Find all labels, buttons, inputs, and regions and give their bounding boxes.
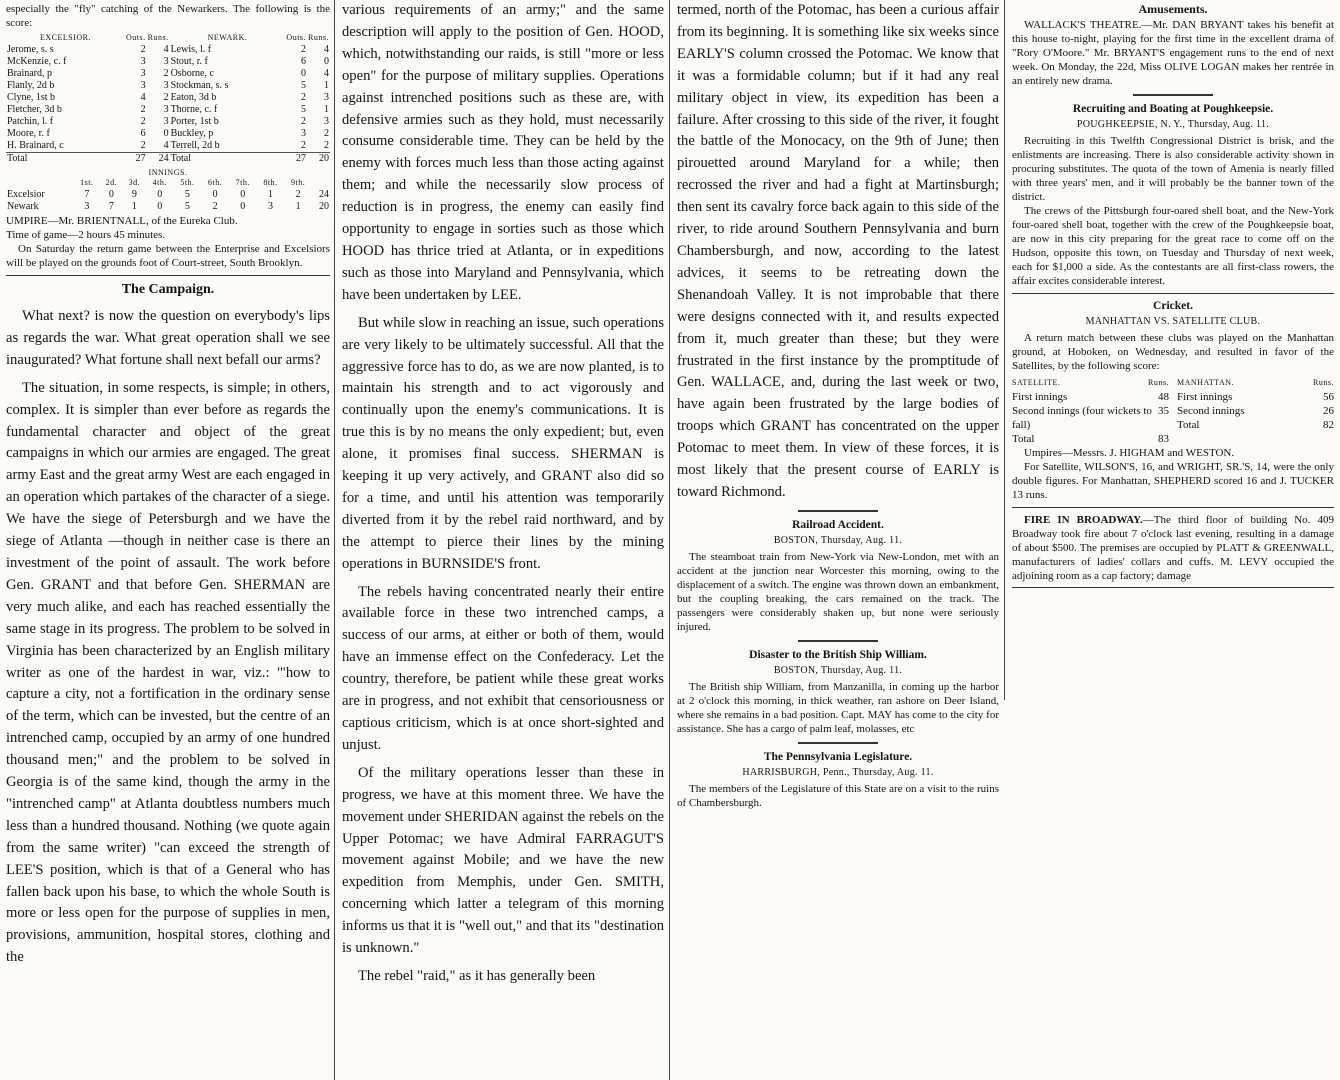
manhattan-score <box>1177 376 1334 446</box>
recruiting-title: Recruiting and Boating at Poughkeepsie. <box>1072 103 1274 115</box>
runs-value: 26 <box>1323 405 1334 417</box>
railroad-article <box>677 518 999 634</box>
inning-header: 9th. <box>291 178 306 187</box>
cricket-row <box>1012 404 1169 432</box>
inning-score: 7 <box>108 201 114 212</box>
cricket-umpires: Umpires—Messrs. J. HIGHAM and WESTON. <box>1024 447 1235 459</box>
amusements-article <box>1012 2 1334 88</box>
inning-header: 1st. <box>80 178 94 187</box>
amusements-title: Amusements. <box>1138 2 1208 16</box>
score-cell: 2 <box>301 140 307 151</box>
inning-header: 2d. <box>105 178 118 187</box>
excelsior-header: EXCELSIOR. <box>40 33 91 42</box>
paragraph: Recruiting in this Twelfth Congressional District is brisk, and the enlistments are increasing. There is also considerable activity shown in procuring substitutes. The quota of the town of Amenia is nearly filled with three years' men, and it will probably be the banner town of the district. <box>1012 135 1334 203</box>
penn-title: The Pennsylvania Legislature. <box>763 750 913 763</box>
score-cell: Porter, 1st b <box>170 116 219 127</box>
innings-label: First innings <box>1177 391 1233 403</box>
score-cell: 2 <box>324 140 329 151</box>
amusements-text: WALLACK'S THEATRE.—Mr. DAN BRYANT takes his benefit at this house to-night, playing for the first time in the excellent drama of "Rory O'Moore." Mr. BRYANT'S engagement runs to the end of next week. On Monday, the 22d, Miss OLIVE LOGAN makes her rentrée in an entirely new drama. <box>1012 19 1334 87</box>
column-1 <box>6 0 330 969</box>
inning-score: 0 <box>157 201 163 212</box>
inning-score: 0 <box>157 189 163 200</box>
score-cell: 3 <box>163 104 169 115</box>
inning-header: 3d. <box>128 178 141 187</box>
score-row <box>6 44 330 56</box>
innings-total: 24 <box>319 189 329 200</box>
inning-score: 9 <box>131 189 137 200</box>
score-cell: 3 <box>324 116 329 127</box>
campaign-title: The Campaign. <box>121 282 215 297</box>
score-cell: Osborne, c <box>170 68 214 79</box>
inning-header: 8th. <box>263 178 278 187</box>
score-cell: 6 <box>301 56 307 67</box>
cricket-row <box>1012 432 1169 446</box>
william-text: The British ship William, from Manzanilla, in coming up the harbor at 2 o'clock this morning, in thick weather, ran ashore on Deer Island, where she remains in a bad position. Capt. MAY has come to the city for assistance. She has a cargo of palm leaf, molasses, etc <box>677 680 999 735</box>
score-cell: Flanly, 2d b <box>7 80 55 91</box>
column-rule <box>1004 0 1005 700</box>
innings-row <box>6 189 330 201</box>
inning-score: 5 <box>184 189 190 200</box>
score-cell: Terrell, 2d b <box>170 140 220 151</box>
score-cell: Jerome, s. s <box>7 44 54 55</box>
score-cell: 2 <box>301 116 307 127</box>
penn-text: The members of the Legislature of this State are on a visit to the ruins of Chambersburgh. <box>677 782 999 809</box>
score-cell: 2 <box>140 104 146 115</box>
innings-label: Second innings <box>1177 405 1245 417</box>
score-cell: 4 <box>324 68 329 79</box>
runs-value: 56 <box>1323 391 1334 403</box>
score-cell: Total <box>170 153 191 164</box>
score-cell: 27 <box>135 153 146 164</box>
score-cell: 3 <box>324 92 329 103</box>
score-cell: 2 <box>163 68 169 79</box>
score-cell: 2 <box>301 44 307 55</box>
recruiting-article <box>1012 102 1334 288</box>
score-cell: Buckley, p <box>170 128 214 139</box>
paragraph: Of the military operations lesser than these in progress, we have at this moment three. We have the movement under SHERIDAN against the rebels on the Upper Potomac; we have Admiral FARRAGUT'S movement against Mobile; and we have the new expedition from Memphis, under Gen. SMITH, concerning which latter a telegram of this morning informs us that it is "well out," and that its "destination is unknown." <box>342 764 664 957</box>
column-2 <box>342 0 664 988</box>
penn-article <box>677 750 999 810</box>
innings-label: Second innings (four wickets to fall) <box>1012 405 1152 431</box>
score-cell: 3 <box>140 80 146 91</box>
cricket-subtitle: MANHATTAN VS. SATELLITE CLUB. <box>1085 316 1261 327</box>
satellite-score <box>1012 376 1169 446</box>
runs-header: Runs. <box>308 33 329 42</box>
score-cell: 2 <box>301 92 307 103</box>
score-cell: Moore, r. f <box>7 128 50 139</box>
runs-label: Runs. <box>1313 378 1334 387</box>
inning-score: 0 <box>212 189 218 200</box>
paragraph: But while slow in reaching an issue, such operations are very likely to be ultimately successful. All that the aggressive force has to do, as we are now planted, is to maintain his strength and to act vigorously and continually upon the enemy's communications. It is true this is by no means the only expedient; but, even alone, it promises final success. SHERMAN is keeping it up very actively, and GRANT also did so for a time, and until his attention was temporarily diverted from it by the rebel raid northward, and by the attempt to pierce their lines by the mining operations in BURNSIDE'S front. <box>342 314 664 572</box>
score-cell: 1 <box>324 80 329 91</box>
innings-table <box>6 177 330 213</box>
satellite-header <box>1012 376 1169 390</box>
score-cell: 2 <box>140 44 146 55</box>
paragraph: various requirements of an army;" and the same description will apply to the position of Gen. HOOD, which, notwithstanding our raids, is still "more or less open" for the purpose of military supplies. Operations against intrenched positions such as these are, with defensive armies such as they hold, must necessarily consume considerable time. They can be held by the enemy with forces much less than those acting against them; and while the necessarily slow process of reduction is in progress, the enemy can easily find opportunity to engage in sorties such as those which HOOD has thrice tried at Atlanta, or in expeditions such as those into Maryland and Pennsylvania, which have been undertaken by LEE. <box>342 2 664 303</box>
score-cell: 20 <box>319 153 329 164</box>
baseball-intro <box>6 2 330 30</box>
inning-score: 1 <box>267 189 273 200</box>
innings-label: Total <box>1012 433 1035 445</box>
divider <box>798 510 878 512</box>
railroad-text: The steamboat train from New-York via New-London, met with an accident at the junction near Worcester this morning, owing to the displacement of a switch. The engine was thrown down an embankment, but the coupling breaking, the cars remained on the track. The passengers were considerably shaken up, but none were seriously injured. <box>677 550 999 633</box>
inning-score: 5 <box>184 201 190 212</box>
score-row <box>6 68 330 80</box>
manhattan-header <box>1177 376 1334 390</box>
score-cell: Total <box>7 153 28 164</box>
score-cell: 3 <box>163 80 169 91</box>
score-cell: 4 <box>163 44 169 55</box>
umpire-line <box>6 214 330 270</box>
score-cell: 3 <box>163 56 169 67</box>
inning-score: 2 <box>295 189 301 200</box>
team-label: MANHATTAN. <box>1177 378 1235 387</box>
cricket-row <box>1177 404 1334 418</box>
innings-total: 20 <box>319 201 329 212</box>
inning-header: 4th. <box>152 178 167 187</box>
score-row <box>6 104 330 116</box>
time-text: Time of game—2 hours 45 minutes. <box>6 229 166 241</box>
score-cell: Stockman, s. s <box>170 80 229 91</box>
runs-header: Runs. <box>147 33 169 42</box>
score-cell: 0 <box>301 68 307 79</box>
team-name: Excelsior <box>7 189 45 200</box>
cricket-score <box>1012 376 1334 446</box>
score-cell: 2 <box>140 140 146 151</box>
divider <box>798 640 878 642</box>
penn-dateline: HARRISBURGH, Penn., Thursday, Aug. 11. <box>742 766 934 778</box>
divider <box>1012 587 1334 588</box>
paragraph: The crews of the Pittsburgh four-oared shell boat, and the New-York four-oared shell boat, together with the crew of the Poughkeepsie boat, are now in this city preparing for the great race to come off on the Hudson, opposite this town, on Tuesday and Thursday of next week, each for $1,000 a side. As the contestants are all first-class rowers, the affair excites considerable interest. <box>1012 205 1334 287</box>
innings-row <box>6 201 330 213</box>
score-cell: 24 <box>158 153 169 164</box>
runs-value: 82 <box>1323 419 1334 431</box>
score-row <box>6 140 330 153</box>
column-4 <box>1012 0 1334 588</box>
score-cell: Brainard, p <box>7 68 52 79</box>
outs-header: Outs. <box>126 33 146 42</box>
column-3 <box>677 0 999 810</box>
campaign-article-end <box>677 0 999 504</box>
inning-score: 0 <box>240 201 246 212</box>
divider <box>1012 507 1334 508</box>
score-row <box>6 128 330 140</box>
score-row <box>6 92 330 104</box>
runs-label: Runs. <box>1148 378 1169 387</box>
score-cell: 3 <box>163 116 169 127</box>
inning-header: 5th. <box>180 178 195 187</box>
score-cell: Fletcher, 3d b <box>7 104 62 115</box>
divider <box>1133 94 1213 96</box>
score-cell: 4 <box>324 44 329 55</box>
newark-header: NEWARK. <box>207 33 248 42</box>
inning-header: 6th. <box>207 178 223 187</box>
score-cell: Clyne, 1st b <box>7 92 56 103</box>
cricket-row <box>1177 390 1334 404</box>
railroad-title: Railroad Accident. <box>792 518 884 531</box>
william-dateline: BOSTON, Thursday, Aug. 11. <box>773 664 903 676</box>
score-cell: 3 <box>140 56 146 67</box>
score-cell: McKenzie, c. f <box>7 56 67 67</box>
intro-text: especially the "fly" catching of the Newarkers. The following is the score: <box>6 3 330 29</box>
score-cell: 2 <box>140 116 146 127</box>
divider <box>6 275 330 276</box>
score-cell: 3 <box>140 68 146 79</box>
divider <box>1012 293 1334 294</box>
fire-article <box>1012 513 1334 583</box>
inning-score: 3 <box>84 201 90 212</box>
fire-lead: FIRE IN BROADWAY. <box>1024 514 1143 526</box>
inning-score: 3 <box>267 201 273 212</box>
inning-score: 1 <box>295 201 301 212</box>
score-cell: 2 <box>163 92 169 103</box>
score-cell: 5 <box>301 80 307 91</box>
score-row <box>6 116 330 128</box>
inning-score: 7 <box>84 189 90 200</box>
innings-label: INNINGS. <box>148 168 188 177</box>
score-cell: 3 <box>301 128 307 139</box>
innings-label: First innings <box>1012 391 1068 403</box>
cricket-notes: For Satellite, WILSON'S, 16, and WRIGHT, SR.'S, 14, were the only double figures. For Manhattan, SHEPHERD scored 16 and J. TUCKER 13 runs. <box>1012 461 1334 501</box>
score-cell: 6 <box>140 128 146 139</box>
column-rule <box>669 0 670 1080</box>
score-cell: 0 <box>163 128 169 139</box>
paragraph: termed, north of the Potomac, has been a curious affair from its beginning. It is something like six weeks since EARLY'S column crossed the Potomac. We know that it was a formidable column; but if it had any real military object in view, its expedition has been a failure. After crossing to this side of the river, it fought the battle of the Monocacy, on the 9th of June; then pirouetted around Maryland for a while; then recrossed the river and had a fight at Martinsburgh; then sent its cavalry force back again to this side of the river, to ride around Southern Pennsylvania and burn Chambersburgh, and now, according to the latest advices, it seems to be retreating down the Shenandoah Valley. It is not improbable that there were designs connected with it, and results expected from it, much greater than these; but they were frustrated in the first instance by the promptitude of Gen. WALLACE, and, during the last week or two, have again been frustrated by the large bodies of troops which GRANT has concentrated on the upper Potomac to meet them. In view of these forces, it is most likely that the present course of EARLY is toward Richmond. <box>677 2 999 500</box>
score-cell: 4 <box>163 140 169 151</box>
paragraph: The situation, in some respects, is simple; in others, complex. It is simpler than ever before as regards the fundamental character and object of the great campaigns in which our armies are engaged. The great army East and the great army West are each engaged in an operation which partakes of the character of a siege. We have the siege of Petersburgh and we have the siege of Atlanta —though in neither case is there an investment of the point of assault. The work before Gen. GRANT and that before Gen. SHERMAN are very much alike, and each has reached essentially the same stage in its progress. The problem to be solved in Virginia has been characterized by an English military writer as one of the hardest in war, viz.: '"how to capture a city, not a fortification in the ordinary sense of the term, which can be invested, but the centre of an intrenched camp, occupied by an army of one hundred thousand men;" and the problem to be solved in Georgia is of the same kind, though the army in the "intrenched camp" at Atlanta doubtless numbers much less than a hundred thousand. Nothing (we quote again from the same writer) "can exceed the strength of LEE'S position, which is that of a General who has fallen back upon his base, to which the whole South is more or less open for the purpose of supplies in men, provisions, ammunition, hospital stores, clothing and the <box>6 379 330 966</box>
column-rule <box>334 0 335 1080</box>
score-cell: Eaton, 3d b <box>170 92 217 103</box>
runs-value: 83 <box>1158 433 1169 445</box>
score-cell: 1 <box>324 104 329 115</box>
score-row <box>6 80 330 92</box>
cricket-intro: A return match between these clubs was played on the Manhattan ground, at Hoboken, on Wednesday, and resulted in favor of the Satellites, by the following score: <box>1012 332 1334 372</box>
fire-text: —The third floor of building No. 409 Broadway took fire about 7 o'clock last evening, resulting in a damage of about $500. The premises are occupied by PLATT & GREENWALL, manufacturers of ladies' collars and cuffs. M. LEVY occupied the adjoining room as a cap factory; damage <box>1012 514 1334 582</box>
cricket-article <box>1012 299 1334 502</box>
team-label: SATELLITE. <box>1012 378 1061 387</box>
score-cell: Patchin, l. f <box>7 116 54 127</box>
score-cell: 27 <box>296 153 307 164</box>
paragraph: What next? is now the question on everybody's lips as regards the war. What great operation shall we see inaugurated? What fortune shall next befall our arms? <box>6 308 330 368</box>
inning-score: 1 <box>131 201 137 212</box>
score-row <box>6 56 330 68</box>
inning-score: 0 <box>240 189 246 200</box>
railroad-dateline: BOSTON, Thursday, Aug. 11. <box>773 534 903 546</box>
runs-value: 48 <box>1158 391 1169 403</box>
inning-score: 0 <box>108 189 114 200</box>
team-name: Newark <box>7 201 39 212</box>
score-cell: H. Brainard, c <box>7 140 64 151</box>
saturday-text: On Saturday the return game between the Enterprise and Excelsiors will be played on the grounds foot of Court-street, South Brooklyn. <box>6 243 330 269</box>
umpire-text: UMPIRE—Mr. BRIENTNALL, of the Eureka Club. <box>6 215 238 227</box>
inning-score: 2 <box>212 201 218 212</box>
william-article <box>677 648 999 736</box>
outs-header: Outs. <box>286 33 307 42</box>
innings-label: Total <box>1177 419 1200 431</box>
innings-header-row <box>6 177 330 189</box>
score-cell: Thorne, c. f <box>170 104 218 115</box>
paragraph: The rebel "raid," as it has generally been <box>358 967 596 984</box>
score-cell: 0 <box>324 56 329 67</box>
score-total-row <box>6 153 330 166</box>
cricket-title: Cricket. <box>1153 300 1193 312</box>
score-cell: 2 <box>324 128 329 139</box>
campaign-article <box>6 306 330 969</box>
inning-header: 7th. <box>235 178 250 187</box>
score-cell: Stout, r. f <box>170 56 208 67</box>
divider <box>798 742 878 744</box>
cricket-row <box>1177 418 1334 432</box>
campaign-article-cont <box>342 0 664 988</box>
cricket-row <box>1012 390 1169 404</box>
baseball-score-table <box>6 32 330 165</box>
score-cell: Lewis, l. f <box>170 44 212 55</box>
paragraph: The rebels having concentrated nearly their entire available force in these two intrenched camps, a success of our arms, at either or both of them, would have an immense effect on the Confederacy. Let the country, therefore, be patient while these great works are in progress, and not exhibit that censoriousness or captious criticism, which is at once short-sighted and unjust. <box>342 583 664 753</box>
recruiting-dateline: POUGHKEEPSIE, N. Y., Thursday, Aug. 11. <box>1076 119 1270 130</box>
score-cell: 5 <box>301 104 307 115</box>
score-cell: 4 <box>140 92 146 103</box>
william-title: Disaster to the British Ship William. <box>749 648 927 661</box>
runs-value: 35 <box>1158 405 1169 417</box>
